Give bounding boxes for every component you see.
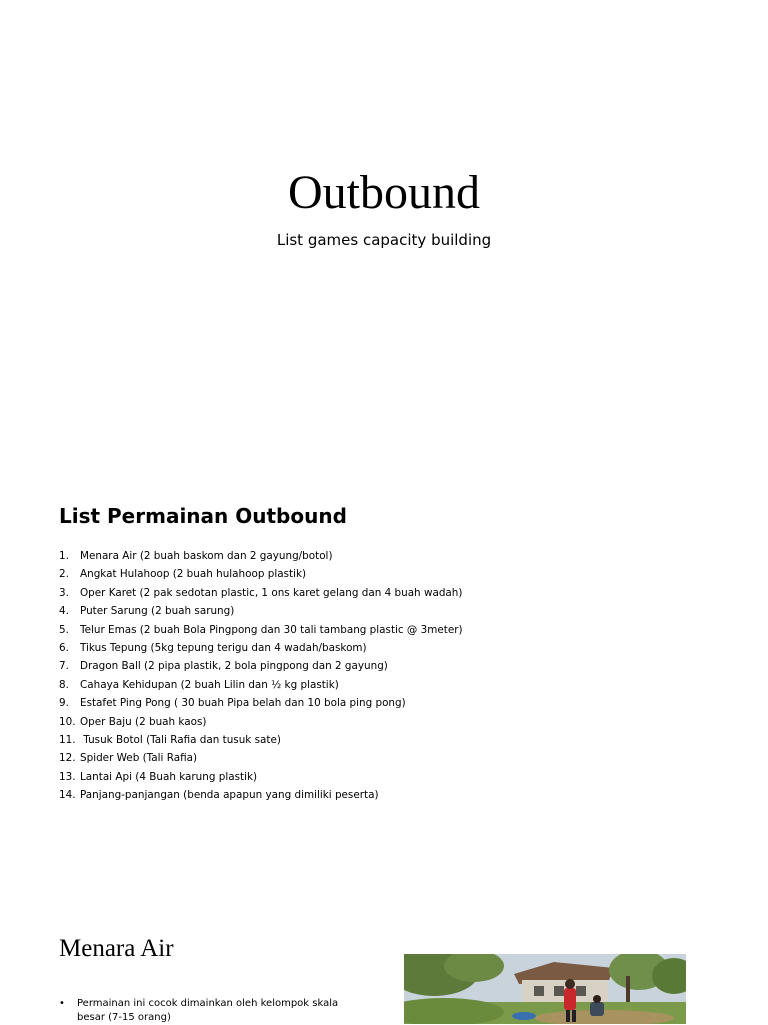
outdoor-photo-image [404, 954, 686, 1024]
list-item [59, 547, 463, 565]
list-item-number: 12. [59, 752, 76, 765]
list-item-number: 10. [59, 715, 76, 728]
list-item-text: Panjang-panjangan (benda apapun yang dimiliki peserta) [80, 789, 379, 802]
list-item [59, 694, 463, 712]
list-item [59, 565, 463, 583]
list-item [59, 657, 463, 675]
list-item [59, 786, 463, 804]
outdoor-photo [404, 954, 686, 1024]
page-title: Outbound [288, 166, 480, 219]
list-heading: List Permainan Outbound [59, 504, 347, 528]
list-item-number: 1. [59, 550, 69, 562]
menara-air-slide [0, 920, 768, 1024]
games-list-slide [0, 480, 768, 920]
list-item-number: 11. [59, 733, 76, 746]
list-item-number: 6. [59, 641, 69, 654]
list-item [59, 731, 463, 749]
list-item [59, 621, 463, 639]
list-item-text: Cahaya Kehidupan (2 buah Lilin dan ½ kg plastik) [80, 678, 339, 691]
list-item [59, 602, 463, 620]
list-item-text: Estafet Ping Pong ( 30 buah Pipa belah dan 10 bola ping pong) [80, 697, 406, 710]
list-item-text: Dragon Ball (2 pipa plastik, 2 bola pingpong dan 2 gayung) [80, 660, 388, 673]
list-item-text: Oper Baju (2 buah kaos) [80, 715, 207, 728]
list-item [59, 584, 463, 602]
list-item-text: Puter Sarung (2 buah sarung) [80, 605, 235, 618]
list-item [59, 676, 463, 694]
list-item [59, 639, 463, 657]
list-item-number: 7. [59, 660, 69, 673]
list-item-number: 14. [59, 789, 76, 802]
list-item-number: 5. [59, 623, 69, 636]
bullet-text: Permainan ini cocok dimainkan oleh kelompok skala besar (7-15 orang) [77, 998, 339, 1023]
section-title: Menara Air [59, 935, 174, 962]
list-item-text: Angkat Hulahoop (2 buah hulahoop plastik) [80, 568, 307, 581]
list-item-text: Menara Air (2 buah baskom dan 2 gayung/botol) [80, 550, 333, 562]
list-item-text: Lantai Api (4 Buah karung plastik) [80, 770, 258, 783]
list-item-text: Spider Web (Tali Rafia) [80, 752, 198, 765]
list-item-number: 9. [59, 697, 69, 710]
bullet-list [59, 997, 349, 1025]
title-slide [0, 0, 768, 480]
list-item-number: 13. [59, 770, 76, 783]
list-item [59, 768, 463, 786]
list-item-text: Oper Karet (2 pak sedotan plastic, 1 ons karet gelang dan 4 buah wadah) [80, 586, 463, 599]
list-item-text: Telur Emas (2 buah Bola Pingpong dan 30 tali tambang plastic @ 3meter) [80, 623, 463, 636]
page-subtitle: List games capacity building [276, 231, 492, 249]
list-item [59, 997, 349, 1025]
list-item-text: Tusuk Botol (Tali Rafia dan tusuk sate) [80, 733, 281, 746]
list-item [59, 749, 463, 767]
list-item [59, 713, 463, 731]
list-item-number: 2. [59, 568, 69, 581]
list-item-number: 8. [59, 678, 69, 691]
list-item-number: 4. [59, 605, 69, 618]
games-list [59, 547, 463, 804]
bullet-icon: • [59, 998, 65, 1009]
list-item-number: 3. [59, 586, 69, 599]
list-item-text: Tikus Tepung (5kg tepung terigu dan 4 wadah/baskom) [80, 641, 367, 654]
